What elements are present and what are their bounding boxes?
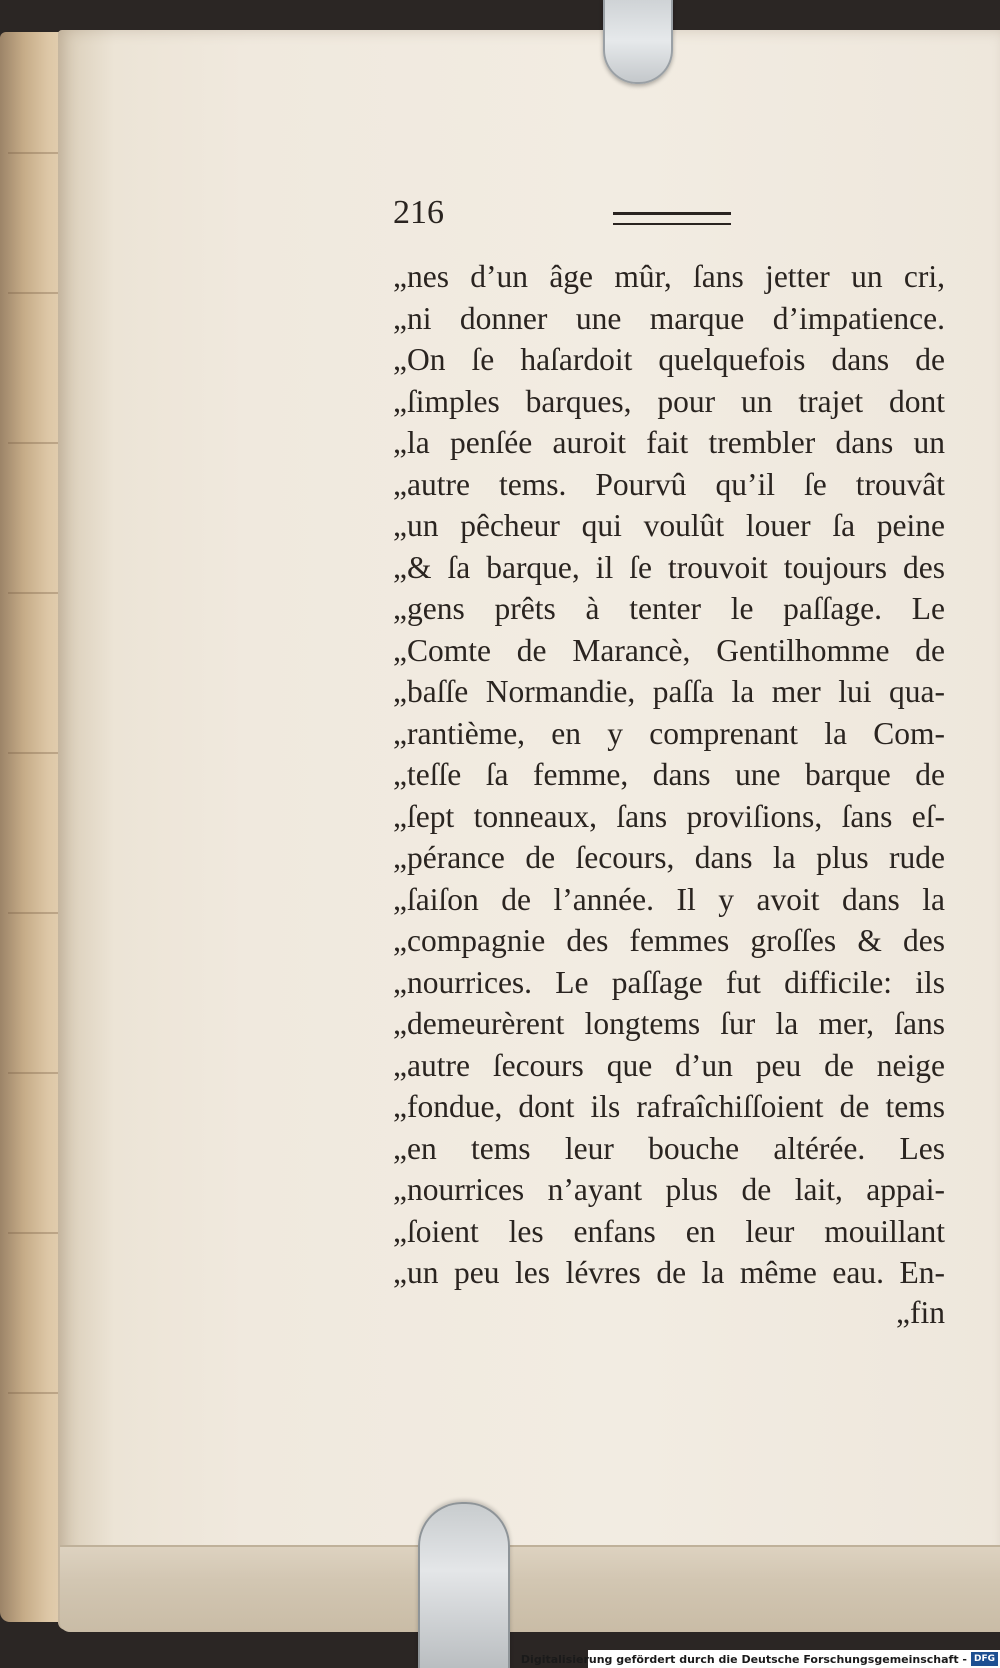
- text-line: „fondue, dont ils rafraîchiſſoient de tems: [393, 1089, 945, 1124]
- text-line: „pérance de ſecours, dans la plus rude: [393, 840, 945, 875]
- text-line: „nourrices. Le paſſage fut difficile: ils: [393, 964, 945, 1000]
- text-line: „teſſe ſa femme, dans une barque de: [393, 757, 945, 792]
- text-line: „ſaiſon de l’année. Il y avoit dans la: [393, 881, 945, 917]
- bottom-page-edge: [60, 1545, 1000, 1632]
- dfg-logo-icon: DFG: [971, 1652, 998, 1666]
- text-line: „la penſée auroit fait trembler dans un: [393, 425, 945, 460]
- text-line: „nes d’un âge mûr, ſans jetter un cri,: [393, 259, 945, 294]
- text-line: „compagnie des femmes groſſes & des: [393, 923, 945, 958]
- text-line: „demeurèrent longtems ſur la mer, ſans: [393, 1006, 945, 1041]
- text-line: „gens prêts à tenter le paſſage. Le: [393, 591, 945, 626]
- text-line: „baſſe Normandie, paſſa la mer lui qua-: [393, 674, 945, 709]
- text-line: „rantième, en y comprenant la Com-: [393, 715, 945, 751]
- page-body-text: [393, 256, 945, 1294]
- text-line: „Comte de Marancè, Gentilhomme de: [393, 632, 945, 668]
- text-line: „ſimples barques, pour un trajet dont: [393, 383, 945, 419]
- text-line: „On ſe haſardoit quelquefois dans de: [393, 342, 945, 377]
- text-line: „en tems leur bouche altérée. Les: [393, 1130, 945, 1166]
- text-line: „un pêcheur qui voulût louer ſa peine: [393, 508, 945, 543]
- text-line: „ſept tonneaux, ſans proviſions, ſans eſ-: [393, 798, 945, 834]
- text-line: „& ſa barque, il ſe trouvoit toujours des: [393, 549, 945, 585]
- dfg-footer-banner: [520, 1650, 1000, 1668]
- text-line: „un peu les lévres de la même eau. En-: [393, 1255, 945, 1290]
- text-line: „autre tems. Pourvû qu’il ſe trouvât: [393, 466, 945, 502]
- bottom-clip-icon: [418, 1502, 510, 1668]
- top-clip-icon: [603, 0, 673, 84]
- catchword: „fin: [896, 1295, 945, 1330]
- text-line: „autre ſecours que d’un peu de neige: [393, 1047, 945, 1083]
- text-line: „ſoient les enfans en leur mouillant: [393, 1213, 945, 1249]
- text-line: „nourrices n’ayant plus de lait, appai-: [393, 1172, 945, 1207]
- page-number: 216: [393, 194, 444, 231]
- footer-credit-text: Digitalisierung gefördert durch die Deutsche Forschungsgemeinschaft -: [520, 1652, 967, 1666]
- header-rule: [613, 212, 731, 225]
- text-line: „ni donner une marque d’impatience.: [393, 300, 945, 336]
